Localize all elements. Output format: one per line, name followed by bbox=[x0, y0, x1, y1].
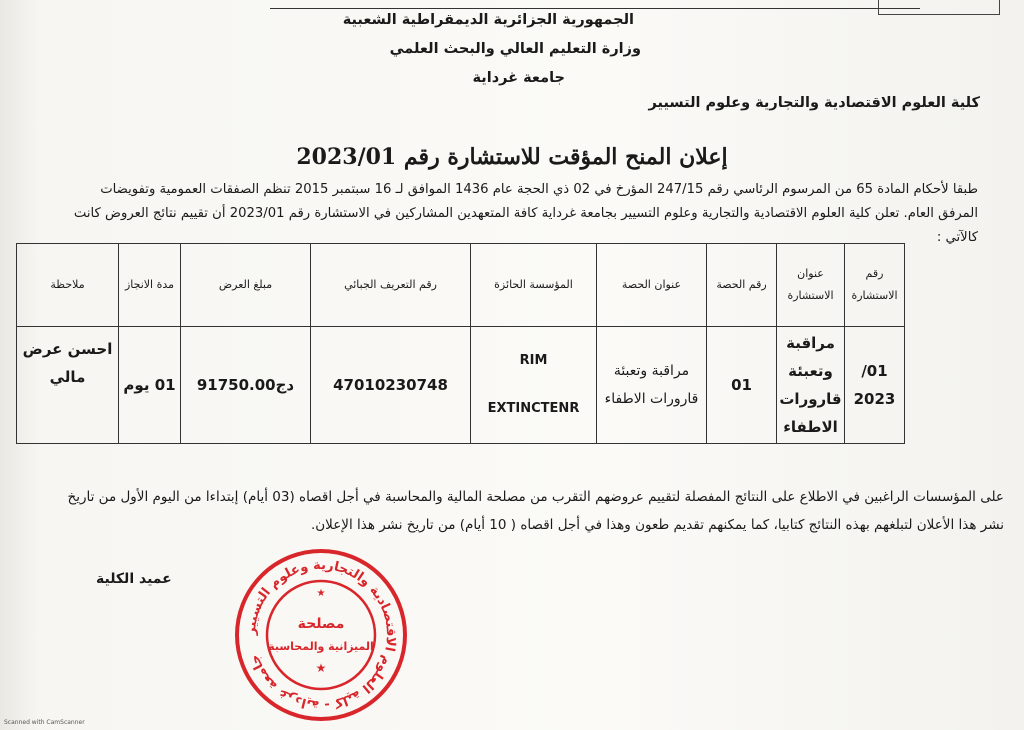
lot-title-cell: مراقبة وتعبئة قارورات الاطفاء bbox=[597, 327, 707, 444]
stamp-center-line-1: مصلحة bbox=[297, 616, 345, 632]
header-cell: مدة الانجاز bbox=[119, 244, 181, 327]
tax-id-cell: 47010230748 bbox=[311, 327, 471, 444]
dean-signature-label: عميد الكلية bbox=[96, 571, 172, 587]
university-header: جامعة غرداية bbox=[472, 70, 565, 86]
scanner-watermark: Scanned with CamScanner bbox=[4, 719, 85, 726]
ministry-header: وزارة التعليم العالي والبحث العلمي bbox=[389, 41, 641, 57]
closing-line-1: على المؤسسات الراغبين في الاطلاع على النتائج المفصلة لتقييم عروضهم التقرب من مصلحة المالية والمحاسبة في أجل اقصاه (03 أيام) إبتداءا من اليوم الأول من تاريخ bbox=[67, 489, 1004, 505]
duration-cell: 01 يوم bbox=[119, 327, 181, 444]
intro-line-1: طبقا لأحكام المادة 65 من المرسوم الرئاسي رقم 247/15 المؤرخ في 02 ذي الحجة عام 1436 الموافق لـ 16 سبتمبر 2015 تنظم الصفقات العمومية وتفويضات bbox=[100, 182, 978, 197]
amount-cell: 91750.00دج bbox=[181, 327, 311, 444]
table-row bbox=[17, 327, 905, 444]
lot-number-cell: 01 bbox=[707, 327, 777, 444]
republic-header: الجمهورية الجزائرية الديمقراطية الشعبية bbox=[342, 12, 634, 28]
stamp-ring-text: جامعة غرداية - كلية العلوم الاقتصادية والتجارية وعلوم التسيير bbox=[243, 557, 399, 713]
company-cell bbox=[471, 327, 597, 444]
top-corner-box bbox=[878, 0, 1000, 15]
header-cell: عنوان الحصة bbox=[597, 244, 707, 327]
faculty-header: كلية العلوم الاقتصادية والتجارية وعلوم التسيير bbox=[648, 95, 980, 111]
header-cell: مبلغ العرض bbox=[181, 244, 311, 327]
star-icon: ★ bbox=[316, 588, 326, 599]
intro-line-3: كالآتي : bbox=[936, 230, 978, 245]
header-cell: رقم الحصة bbox=[707, 244, 777, 327]
consultation-number-cell: 01/ 2023 bbox=[845, 327, 905, 444]
table-header-row bbox=[17, 244, 905, 327]
header-cell: رقم الاستشارة bbox=[845, 244, 905, 327]
intro-line-2: المرفق العام. تعلن كلية العلوم الاقتصادية والتجارية وعلوم التسيير بجامعة غرداية كافة المتعهدين المشاركين في الاستشارة رقم 2023/01 أن تقييم نتائج العروض كانت bbox=[73, 206, 978, 221]
official-stamp bbox=[233, 548, 409, 722]
header-cell: عنوان الاستشارة bbox=[777, 244, 845, 327]
star-icon: ★ bbox=[315, 661, 327, 675]
header-cell: رقم التعريف الجبائي bbox=[311, 244, 471, 327]
closing-line-2: نشر هذا الأعلان لتبلغهم بهذه النتائج كتابيا، كما يمكنهم تقديم طعون وهذا في أجل اقصاه ( 10 أيام) من تاريخ نشر هذا الإعلان. bbox=[310, 517, 1004, 533]
page-title: إعلان المنح المؤقت للاستشارة رقم 2023/01 bbox=[296, 144, 728, 170]
company-name-line2: EXTINCTENR bbox=[487, 401, 580, 416]
stamp-center-line-2: الميزانية والمحاسبة bbox=[268, 640, 374, 653]
note-cell: احسن عرض مالي bbox=[17, 327, 119, 444]
stamp-outer-ring bbox=[237, 551, 405, 719]
results-table bbox=[16, 243, 905, 444]
top-rule bbox=[270, 8, 920, 9]
header-cell: المؤسسة الحائزة bbox=[471, 244, 597, 327]
header-cell: ملاحظة bbox=[17, 244, 119, 327]
company-name-line1: RIM bbox=[519, 353, 548, 368]
consultation-title-cell: مراقبة وتعبئة قارورات الاطفاء bbox=[777, 327, 845, 444]
